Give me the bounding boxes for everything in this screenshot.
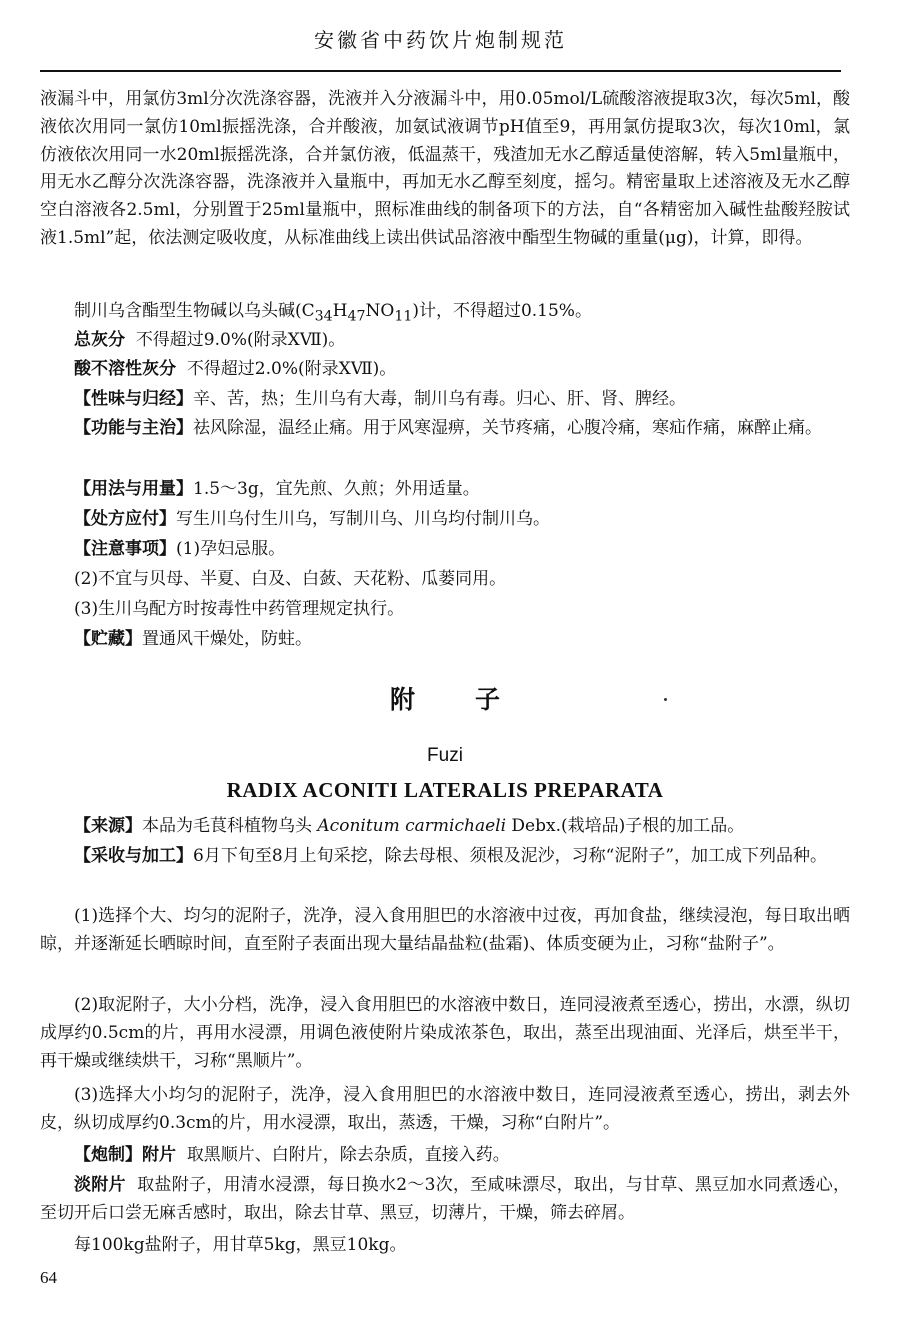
process-step-2: (2)取泥附子，大小分档，洗净，浸入食用胆巴的水溶液中数日，连同浸液煮至透心，捞出，水漂，纵切成厚约0.5cm的片，再用水浸漂，用调色液使附片染成浓茶色，取出，蒸至出现油面、光泽后，烘至半干，再干燥或继续烘干，习称“黑顺片”。 (40, 995, 850, 1071)
processing-text: 取黑顺片、白附片，除去杂质，直接入药。 (186, 1145, 510, 1165)
storage-section (40, 626, 850, 654)
caution-item-3: (3)生川乌配方时按毒性中药管理规定执行。 (74, 599, 405, 619)
limit-text-before: 制川乌含酯型生物碱以乌头碱(C (74, 301, 315, 321)
monograph-latin-name: RADIX ACONITI LATERALIS PREPARATA (226, 778, 664, 802)
process-step-1: (1)选择个大、均匀的泥附子，洗净，浸入食用胆巴的水溶液中过夜，再加食盐，继续浸泡，每日取出晒晾，并逐渐延长晒晾时间，直至附子表面出现大量结晶盐粒(盐霜)、体质变硬为止，习称“盐附子”。 (40, 906, 850, 954)
light-slice-label: 淡附片 (74, 1175, 126, 1195)
caution-item-2: (2)不宜与贝母、半夏、白及、白蔹、天花粉、瓜蒌同用。 (74, 569, 507, 589)
source-label: 【来源】 (74, 816, 142, 836)
acid-ash-label: 酸不溶性灰分 (74, 359, 176, 379)
usage-text: 1.5～3g，宜先煎、久煎；外用适量。 (193, 479, 480, 499)
source-text-before: 本品为毛茛科植物乌头 (142, 816, 312, 836)
limit-text-no: NO (365, 301, 395, 321)
function-label: 【功能与主治】 (74, 418, 193, 438)
limit-sub-o: 11 (394, 308, 413, 325)
caution-label: 【注意事项】 (74, 539, 176, 559)
stray-dot (664, 698, 667, 701)
page-number: 64 (40, 1268, 57, 1287)
acid-ash-text: 不得超过2.0%(附录ⅩⅦ)。 (186, 359, 397, 379)
acid-ash-section (40, 356, 850, 384)
light-slice-section (40, 1172, 850, 1228)
running-head: 安徽省中药饮片炮制规范 (314, 28, 567, 52)
prescription-section (40, 506, 850, 534)
function-section (40, 415, 850, 443)
processing-section (40, 1142, 850, 1170)
nature-label: 【性味与归经】 (74, 389, 193, 409)
source-species: Aconitum carmichaeli (317, 816, 507, 836)
storage-text: 置通风干燥处，防蛀。 (142, 629, 312, 649)
header-rule (40, 70, 841, 72)
light-slice-text: 取盐附子，用清水浸漂，每日换水2～3次，至咸味漂尽，取出，与甘草、黑豆加水同煮透心，至切开后口尝无麻舌感时，取出，除去甘草、黑豆，切薄片，干燥，筛去碎屑。 (40, 1175, 851, 1223)
limit-sub-h: 47 (347, 308, 366, 325)
processing-sublabel: 附片 (142, 1145, 176, 1165)
storage-label: 【贮藏】 (74, 629, 142, 649)
usage-section (40, 476, 850, 504)
nature-section (40, 386, 850, 414)
prescription-label: 【处方应付】 (74, 509, 176, 529)
ratio-line: 每100kg盐附子，用甘草5kg，黑豆10kg。 (74, 1235, 407, 1255)
source-section (40, 813, 850, 841)
prescription-text: 写生川乌付生川乌，写制川乌、川乌均付制川乌。 (176, 509, 550, 529)
total-ash-label: 总灰分 (74, 330, 125, 350)
caution-item-1: (1)孕妇忌服。 (176, 539, 286, 559)
source-text-after: Debx.(栽培品)子根的加工品。 (511, 816, 745, 836)
usage-label: 【用法与用量】 (74, 479, 193, 499)
harvest-section (40, 843, 850, 871)
total-ash-section (40, 327, 850, 355)
limit-sub-c: 34 (314, 308, 333, 325)
process-step-3: (3)选择大小均匀的泥附子，洗净，浸入食用胆巴的水溶液中数日，连同浸液煮至透心，捞出，剥去外皮，纵切成厚约0.3cm的片，用水浸漂，取出，蒸透，干燥，习称“白附片”。 (40, 1085, 850, 1133)
nature-text: 辛、苦，热；生川乌有大毒，制川乌有毒。归心、肝、肾、脾经。 (193, 389, 686, 409)
monograph-pinyin: Fuzi (427, 745, 463, 766)
continuation-paragraph: 液漏斗中，用氯仿3ml分次洗涤容器，洗液并入分液漏斗中，用0.05mol/L硫酸溶液提取3次，每次5ml，酸液依次用同一氯仿10ml振摇洗涤，合并酸液，加氨试液调节pH值至9，再用氯仿提取3次，每次10ml，氯仿液依次用同一水20ml振摇洗涤，合并氯仿液，低温蒸干，残渣加无水乙醇适量使溶解，转入5ml量瓶中，用无水乙醇分次洗涤容器，洗涤液并入量瓶中，再加无水乙醇至刻度，摇匀。精密量取上述溶液及无水乙醇空白溶液各2.5ml，分别置于25ml量瓶中，照标准曲线的制备项下的方法，自“各精密加入碱性盐酸羟胺试液1.5ml”起，依法测定吸收度，从标准曲线上读出供试品溶液中酯型生物碱的重量(μg)，计算，即得。 (40, 89, 850, 248)
function-text: 祛风除湿，温经止痛。用于风寒湿痹，关节疼痛，心腹冷痛，寒疝作痛，麻醉止痛。 (193, 418, 822, 438)
limit-text-after: )计，不得超过0.15%。 (412, 301, 592, 321)
limit-text-h: H (332, 301, 348, 321)
harvest-label: 【采收与加工】 (74, 846, 193, 866)
monograph-title: 附子 (389, 685, 560, 714)
total-ash-text: 不得超过9.0%(附录ⅩⅦ)。 (135, 330, 346, 350)
caution-section (40, 536, 850, 564)
harvest-text: 6月下旬至8月上旬采挖，除去母根、须根及泥沙，习称“泥附子”，加工成下列品种。 (193, 846, 828, 866)
processing-label: 【炮制】 (74, 1145, 142, 1165)
